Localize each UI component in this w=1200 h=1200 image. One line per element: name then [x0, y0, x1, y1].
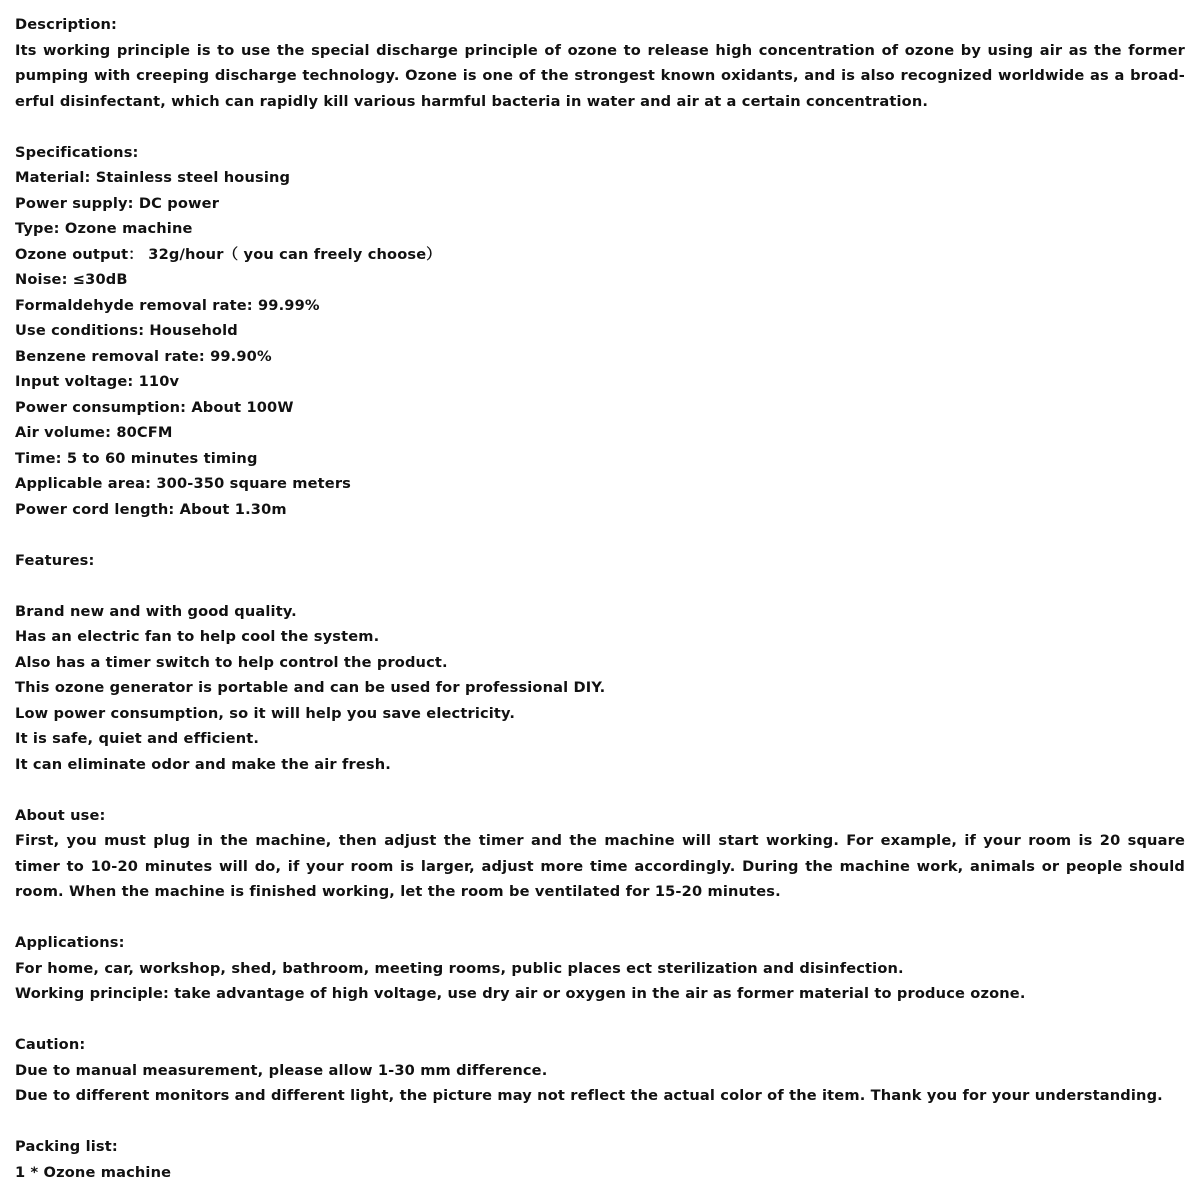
spec-ozone-output: Ozone output： 32g/hour（ you can freely choose） — [15, 245, 442, 263]
specifications-section — [15, 140, 1185, 523]
feature-item: It can eliminate odor and make the air fresh. — [15, 755, 391, 773]
about-use-line-3: room. When the machine is finished working, let the room be ventilated for 15-20 minutes. — [15, 883, 781, 900]
feature-item: Also has a timer switch to help control the product. — [15, 653, 448, 671]
about-use-line-1: First, you must plug in the machine, then adjust the timer and the machine will start working. For example, if your room is 20 square — [15, 832, 1185, 849]
about-use-line-2: timer to 10-20 minutes will do, if your room is larger, adjust more time accordingly. During the machine work, animals or people should — [15, 857, 1185, 875]
spacer — [15, 905, 1185, 931]
application-item: Working principle: take advantage of high voltage, use dry air or oxygen in the air as former material to produce ozone. — [15, 985, 1026, 1002]
features-section — [15, 548, 1185, 778]
caution-section — [15, 1032, 1185, 1109]
spec-use-conditions: Use conditions: Household — [15, 322, 238, 339]
spec-formaldehyde-removal: Formaldehyde removal rate: 99.99% — [15, 296, 320, 314]
description-section — [15, 12, 1185, 114]
spacer — [15, 777, 1185, 803]
feature-item: It is safe, quiet and efficient. — [15, 730, 260, 747]
feature-item: Has an electric fan to help cool the system. — [15, 628, 380, 645]
application-item: For home, car, workshop, shed, bathroom, meeting rooms, public places ect sterilization and disinfection. — [15, 959, 904, 977]
caution-heading: Caution: — [15, 1036, 86, 1053]
spec-power-supply: Power supply: DC power — [15, 194, 220, 212]
spec-time: Time: 5 to 60 minutes timing — [15, 449, 258, 467]
packing-list-section — [15, 1134, 1185, 1185]
description-line-2: pumping with creeping discharge technology. Ozone is one of the strongest known oxidants, and is also recognized worldwide as a broad- — [15, 67, 1185, 84]
applications-heading: Applications: — [15, 934, 125, 951]
spacer — [15, 522, 1185, 548]
spacer — [15, 114, 1185, 140]
spacer — [15, 573, 1185, 599]
spec-power-consumption: Power consumption: About 100W — [15, 398, 294, 416]
description-heading: Description: — [15, 16, 118, 33]
packing-list-item: 1 * Ozone machine — [15, 1163, 172, 1181]
feature-item: Low power consumption, so it will help you save electricity. — [15, 704, 516, 722]
spec-type: Type: Ozone machine — [15, 220, 193, 237]
applications-section — [15, 930, 1185, 1007]
about-use-heading: About use: — [15, 806, 106, 824]
spec-power-cord-length: Power cord length: About 1.30m — [15, 500, 287, 518]
spec-noise: Noise: ≤30dB — [15, 271, 128, 288]
packing-list-heading: Packing list: — [15, 1138, 118, 1155]
product-description-document — [15, 12, 1185, 1185]
spec-material: Material: Stainless steel housing — [15, 169, 291, 186]
spacer — [15, 1109, 1185, 1135]
spec-air-volume: Air volume: 80CFM — [15, 424, 173, 441]
features-heading: Features: — [15, 551, 95, 569]
spec-benzene-removal: Benzene removal rate: 99.90% — [15, 347, 272, 365]
caution-item: Due to manual measurement, please allow 1-30 mm difference. — [15, 1061, 548, 1079]
spec-input-voltage: Input voltage: 110v — [15, 373, 180, 390]
caution-item: Due to different monitors and different light, the picture may not reflect the actual color of the item. Thank you for your understanding. — [15, 1087, 1163, 1104]
description-line-3: erful disinfectant, which can rapidly kill various harmful bacteria in water and air at a certain concentration. — [15, 92, 929, 110]
about-use-section — [15, 803, 1185, 905]
feature-item: Brand new and with good quality. — [15, 602, 297, 620]
feature-item: This ozone generator is portable and can be used for professional DIY. — [15, 679, 606, 696]
spacer — [15, 1007, 1185, 1033]
specifications-heading: Specifications: — [15, 143, 139, 161]
spec-applicable-area: Applicable area: 300-350 square meters — [15, 475, 351, 492]
description-line-1: Its working principle is to use the special discharge principle of ozone to release high concentration of ozone by using air as the former — [15, 41, 1185, 59]
